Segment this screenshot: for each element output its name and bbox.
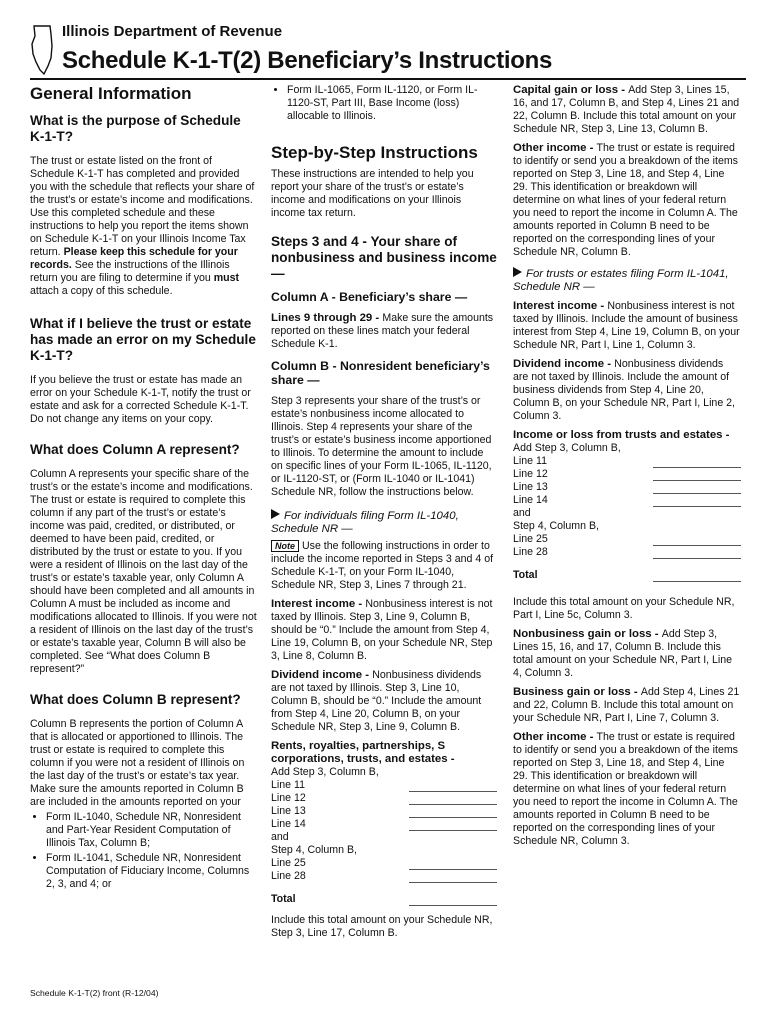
note-paragraph: Note Use the following instructions in order to include the income reported in Steps 3 and 4 of Schedule K-1-T, on your Form IL-1040, Schedule NR, Step 3, Lines 7 through 21.	[271, 540, 494, 591]
paragraph-purpose: The trust or estate listed on the front of Schedule K-1-T has completed and provided you with the schedule that reflects your share of the trust’s or estate’s income and modifications. Use this completed schedule and these instructions to help you report the items shown on Schedule K-1-T on your Illinois Income Tax return. Please keep this schedule for your records. See the instructions of the Illinois return you are filing to determine if you must attach a copy of this schedule.	[30, 155, 255, 297]
agency-name: Illinois Department of Revenue	[62, 23, 283, 40]
worksheet-row: Line 12	[271, 792, 497, 805]
heading-step-by-step: Step-by-Step Instructions	[271, 143, 478, 162]
column-middle	[271, 84, 497, 946]
paragraph-column-b-share: Step 3 represents your share of the trust’s or estate’s nonbusiness income allocated to Illinois. Step 4 represents your share of the trust’s or estate’s business income apportioned to Illinois. To determine the amount to include on specific lines of your Form IL-1065, IL-1120, or IL-1120-ST, or (Form IL-1040 or IL-1041) Schedule NR, follow the instructions below.	[271, 395, 492, 498]
paragraph-interest-income: Interest income - Nonbusiness interest is not taxed by Illinois. Include the amount of business interest from Step 4, Line 19, Column B, on your Schedule NR, Part I, Line 1, Column 3.	[513, 300, 740, 351]
paragraph-error: If you believe the trust or estate has made an error on your Schedule K-1-T, notify the trust or estate and ask for a corrected Schedule K-1-T. Do not change any items on your copy.	[30, 374, 251, 425]
worksheet-row: Line 13	[513, 481, 741, 494]
amount-blank	[409, 897, 497, 906]
worksheet-row: and	[271, 831, 289, 843]
heading-purpose: What is the purpose of Schedule K-1-T?	[30, 113, 241, 144]
heading-column-a: What does Column A represent?	[30, 442, 240, 457]
worksheet-row: Line 25	[513, 533, 741, 546]
worksheet-row: Line 14	[271, 818, 497, 831]
amount-blank	[409, 796, 497, 805]
amount-blank	[653, 537, 741, 546]
footer-form-id: Schedule K-1-T(2) front (R-12/04)	[30, 988, 159, 998]
worksheet-total-row: Total	[513, 569, 741, 582]
amount-blank	[653, 550, 741, 559]
paragraph-other-income-2: Other income - The trust or estate is required to identify or send you a breakdown of the items reported on Step 3, Line 18, and Step 4, Line 29. This identification or breakdown will determine on what lines of your federal return you need to report the income in Column A. The amounts reported in Column B need to be reported on the corresponding lines of your Schedule NR, Column 3.	[513, 731, 738, 847]
amount-blank	[409, 783, 497, 792]
amount-blank	[653, 459, 741, 468]
amount-blank	[653, 498, 741, 507]
worksheet-row: Add Step 3, Column B,	[513, 442, 621, 454]
paragraph-lines-9-29: Lines 9 through 29 - Make sure the amounts reported on these lines match your federal Schedule K-1.	[271, 312, 494, 350]
page-title: Schedule K-1-T(2) Beneficiary’s Instructions	[62, 47, 553, 74]
worksheet-total-row: Total	[271, 893, 497, 906]
heading-steps-3-4: Steps 3 and 4 - Your share of nonbusiness and business income —	[271, 234, 497, 281]
amount-blank	[409, 822, 497, 831]
amount-blank	[653, 485, 741, 494]
arrow-icon	[271, 509, 280, 519]
arrow-icon	[513, 267, 522, 277]
amount-blank	[653, 573, 741, 582]
paragraph-dividend-income: Dividend income - Nonbusiness dividends are not taxed by Illinois. Step 3, Line 10, Column B, should be “0.” Include the amount from Step 4, Line 20, Column B, on your Schedule NR, Step 3, Line 9, Column B.	[271, 669, 482, 733]
worksheet-row: Line 28	[513, 546, 741, 559]
worksheet-row: Line 14	[513, 494, 741, 507]
worksheet-row: Step 4, Column B,	[271, 844, 357, 856]
paragraph-rents-total: Include this total amount on your Schedule NR, Step 3, Line 17, Column B.	[271, 914, 493, 939]
column-b-form-list	[30, 811, 258, 891]
header-divider	[30, 78, 746, 80]
amount-blank	[409, 861, 497, 870]
amount-blank	[409, 874, 497, 883]
column-right	[513, 84, 741, 854]
rents-heading: Rents, royalties, partnerships, S corporations, trusts, and estates -	[271, 740, 455, 765]
heading-error: What if I believe the trust or estate has made an error on my Schedule K-1-T?	[30, 316, 256, 363]
worksheet-row: Line 11	[513, 455, 741, 468]
paragraph-other-income: Other income - The trust or estate is required to identify or send you a breakdown of the items reported on Step 3, Line 18, and Step 4, Line 29. This identification or breakdown will determine on what lines of your federal return you need to report the income in Column A. The amounts reported in Column B need to be reported on the corresponding lines of your Schedule NR, Column B.	[513, 142, 738, 258]
worksheet-row: Line 13	[271, 805, 497, 818]
trusts-worksheet	[513, 442, 741, 582]
worksheet-row: and	[513, 507, 531, 519]
amount-blank	[653, 472, 741, 481]
paragraph-capital-gain: Capital gain or loss - Add Step 3, Lines 15, 16, and 17, Column B, and Step 4, Lines 21 and 22, Column B. Include this total amount on your Schedule NR, Step 3, Line 13, Column B.	[513, 84, 740, 135]
worksheet-row: Line 12	[513, 468, 741, 481]
paragraph-dividend-income: Dividend income - Nonbusiness dividends are not taxed by Illinois. Include the amount of business dividends from Step 4, Line 20, Column B, on your Schedule NR, Part I, Line 2, Column 3.	[513, 358, 735, 422]
rents-worksheet	[271, 766, 497, 906]
amount-blank	[409, 809, 497, 818]
heading-column-b-share: Column B - Nonresident beneficiary’s share —	[271, 359, 490, 387]
paragraph-steps-intro: These instructions are intended to help you report your share of the trust’s or estate’s income and modifications on your Illinois income tax return.	[271, 168, 474, 219]
heading-column-b: What does Column B represent?	[30, 692, 241, 707]
paragraph-column-a: Column A represents your specific share of the trust’s or the estate’s income and modifications. The trust or estate is required to complete this column if any part of the trust’s or estate’s income was paid, credited, or distributed, or deemed to have been paid, credited, or distributed by the trust or estate to you. If you were a resident of Illinois on the last day of the trust’s or estate’s taxable year, only Column A should have been completed and all amounts in Column A must be included as income and modifications allocated to Illinois. If you were not a resident of Illinois on the last day of the trust’s or estate’s taxable year, Column B will also be completed. See “What does Column B represent?”	[30, 468, 257, 675]
worksheet-row: Line 11	[271, 779, 497, 792]
paragraph-interest-income: Interest income - Nonbusiness interest is not taxed by Illinois. Step 3, Line 9, Column B, should be “0.” Include the amount from Step 4, Line 19, Column B, on your Schedule NR, Step 3, Line 8, Column B.	[271, 598, 493, 662]
list-item: • Form IL-1065, Form IL-1120, or Form IL-1120-ST, Part III, Base Income (loss) allocable to Illinois.	[287, 84, 497, 123]
trusts-heading: For trusts or estates filing Form IL-1041, Schedule NR —	[513, 268, 729, 293]
paragraph-column-b: Column B represents the portion of Column A that is allocated or apportioned to Illinois. The trust or estate is required to complete this column if you were not a resident of Illinois on the last day of the trust’s or estate’s tax year. Make sure the amounts reported in Column B are included in the amounts reported on your	[30, 718, 245, 808]
paragraph-nonbusiness-gain: Nonbusiness gain or loss - Add Step 3, Lines 15, 16, and 17, Column B. Include this total amount on your Schedule NR, Part I, Line 4, Column 3.	[513, 628, 733, 679]
form-list-continued	[271, 84, 497, 123]
list-item: • Form IL-1041, Schedule NR, Nonresident Computation of Fiduciary Income, Columns 2, 3, and 4; or	[46, 852, 258, 891]
paragraph-business-gain: Business gain or loss - Add Step 4, Lines 21 and 22, Column B. Include this total amount on your Schedule NR, Part I, Line 7, Column 3.	[513, 686, 740, 724]
worksheet-row: Add Step 3, Column B,	[271, 766, 379, 778]
note-icon: Note	[271, 540, 299, 552]
worksheet-row: Line 25	[271, 857, 497, 870]
individuals-heading: For individuals filing Form IL-1040, Schedule NR —	[271, 510, 459, 535]
column-left	[30, 84, 258, 897]
heading-column-a-share: Column A - Beneficiary’s share —	[271, 290, 468, 304]
illinois-map-icon	[30, 24, 54, 76]
paragraph-trusts-total: Include this total amount on your Schedule NR, Part I, Line 5c, Column 3.	[513, 596, 735, 621]
worksheet-row: Step 4, Column B,	[513, 520, 599, 532]
trusts-estates-heading: Income or loss from trusts and estates -	[513, 429, 730, 441]
list-item: • Form IL-1040, Schedule NR, Nonresident and Part-Year Resident Computation of Illinois Tax, Column B;	[46, 811, 258, 850]
worksheet-row: Line 28	[271, 870, 497, 883]
heading-general-info: General Information	[30, 84, 192, 103]
